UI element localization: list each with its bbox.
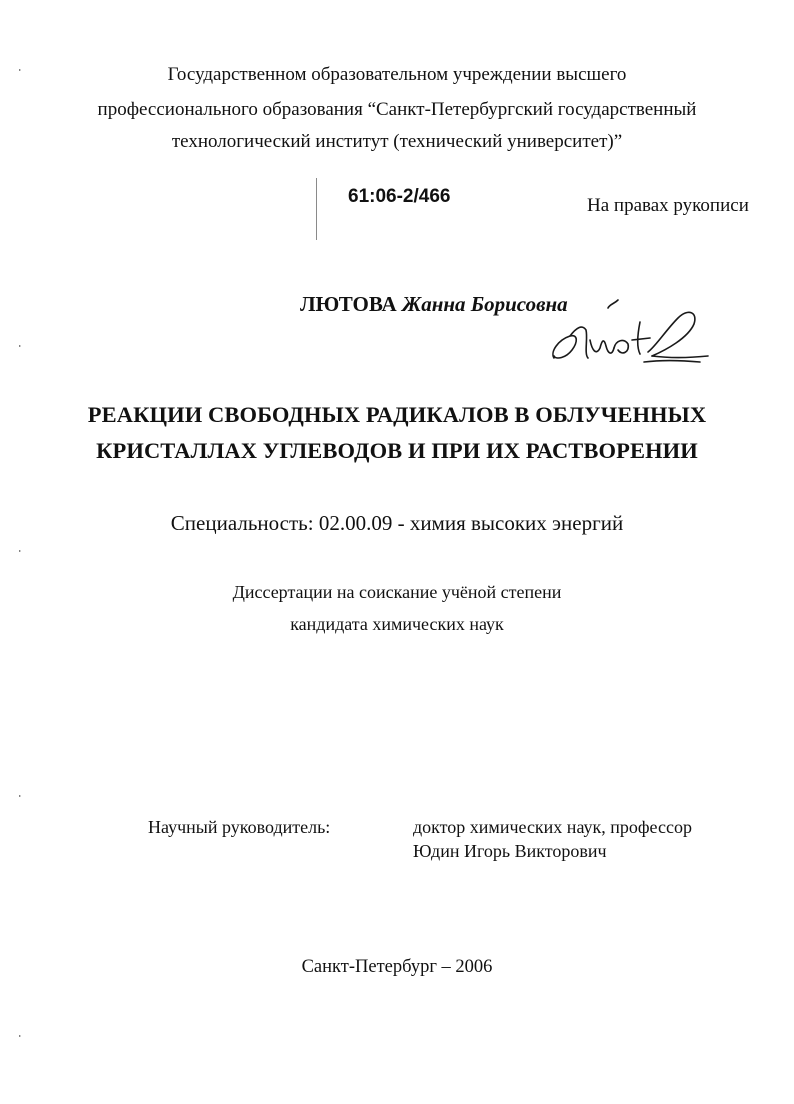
degree-line-2: кандидата химических наук (290, 614, 504, 634)
author-given-names: Жанна Борисовна (401, 292, 568, 316)
author-surname: ЛЮТОВА (300, 292, 397, 316)
scan-mark-1: ‧ (18, 65, 22, 77)
city-year: Санкт-Петербург – 2006 (301, 957, 493, 977)
supervisor-title: доктор химических наук, профессор (413, 817, 692, 837)
supervisor-name: Юдин Игорь Викторович (413, 841, 607, 861)
manuscript-note: На правах рукописи (587, 195, 749, 216)
degree-line-1: Диссертации на соискание учёной степени (232, 582, 562, 602)
scan-mark-3: ‧ (18, 546, 22, 558)
scan-mark-4: ‧ (18, 791, 22, 803)
specialty: Специальность: 02.00.09 - химия высоких энергий (170, 511, 624, 535)
catalog-code: 61:06-2/466 (348, 186, 451, 207)
institution-line-3: технологический институт (технический университет)” (171, 131, 623, 152)
author-signature (548, 296, 718, 376)
institution-line-1: Государственном образовательном учреждении высшего (167, 64, 627, 85)
title-line-2: КРИСТАЛЛАХ УГЛЕВОДОВ И ПРИ ИХ РАСТВОРЕНИИ (96, 438, 698, 463)
scan-mark-5: ‧ (18, 1031, 22, 1043)
supervisor-label: Научный руководитель: (148, 817, 331, 837)
title-line-1: РЕАКЦИИ СВОБОДНЫХ РАДИКАЛОВ В ОБЛУЧЕННЫХ (87, 402, 707, 427)
institution-line-2: профессионального образования “Санкт-Петербургский государственный (97, 99, 697, 120)
author-name (300, 292, 568, 317)
stamp-divider (316, 178, 317, 240)
scan-mark-2: ‧ (18, 341, 22, 353)
